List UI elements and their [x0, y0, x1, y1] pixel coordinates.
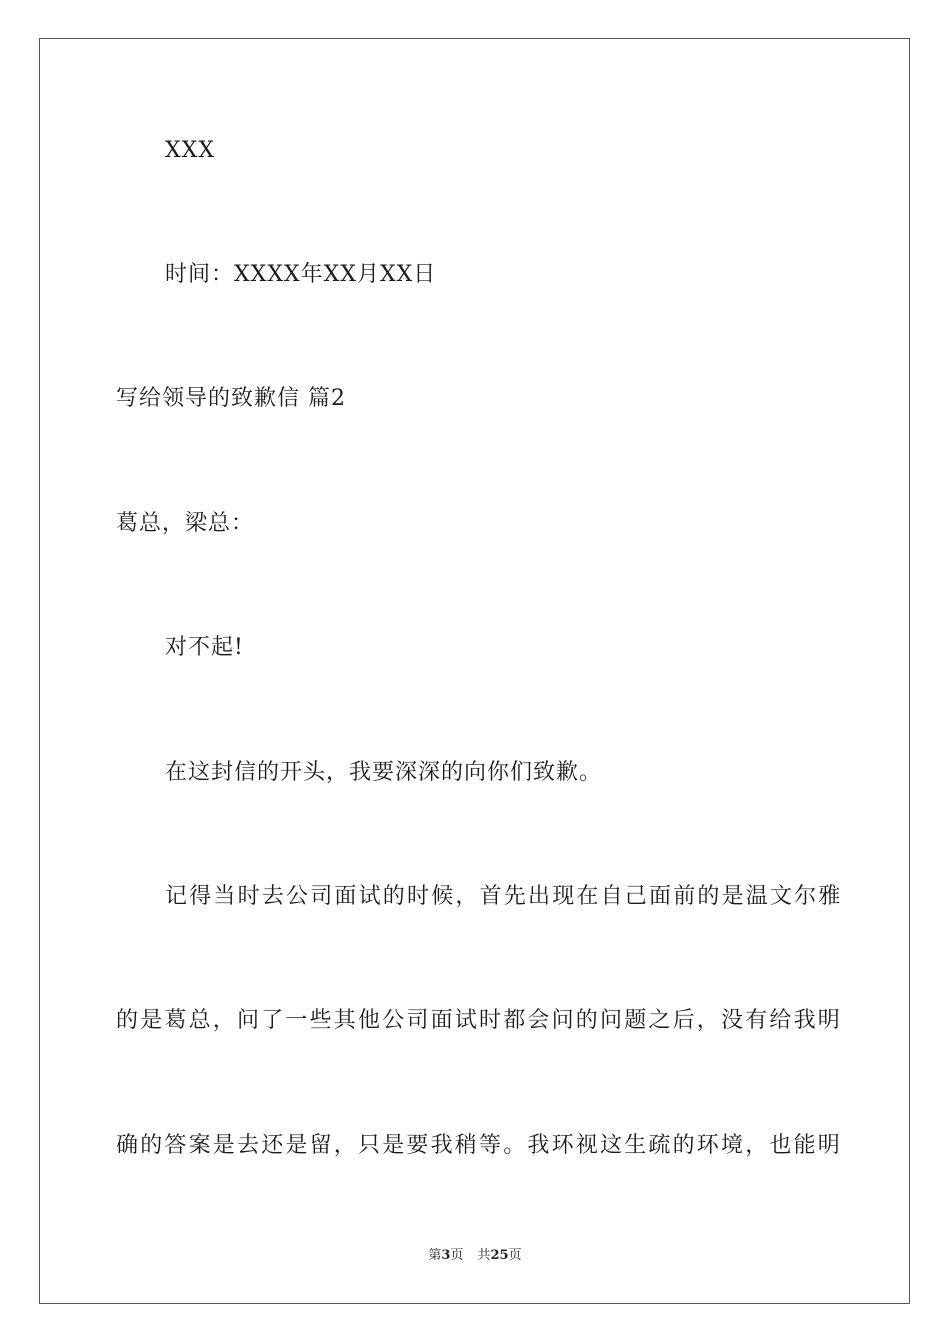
- salutation: 葛总，梁总：: [116, 511, 255, 536]
- page-footer: [0, 1247, 950, 1265]
- paragraph-line: 记得当时去公司面试的时候，首先出现在自己面前的是温文尔雅: [165, 884, 843, 909]
- signature-name: XXX: [165, 138, 215, 163]
- paragraph-line: 的是葛总，问了一些其他公司面试时都会问的问题之后，没有给我明: [116, 1008, 843, 1033]
- total-pages: 25: [490, 1248, 509, 1263]
- total-suffix: 页: [508, 1248, 522, 1263]
- page-prefix: 第: [428, 1248, 442, 1263]
- total-prefix: 共: [477, 1248, 491, 1263]
- page-frame: [39, 38, 910, 1304]
- paragraph-opening: 在这封信的开头，我要深深的向你们致歉。: [165, 760, 603, 785]
- page-suffix: 页: [450, 1248, 464, 1263]
- paragraph-line: 确的答案是去还是留，只是要我稍等。我环视这生疏的环境，也能明: [116, 1133, 843, 1158]
- page-number: 3: [441, 1248, 451, 1263]
- paragraph-apology: 对不起!: [165, 635, 244, 660]
- date-line: 时间：XXXX年XX月XX日: [165, 262, 437, 287]
- section-heading: 写给领导的致歉信 篇2: [116, 386, 346, 411]
